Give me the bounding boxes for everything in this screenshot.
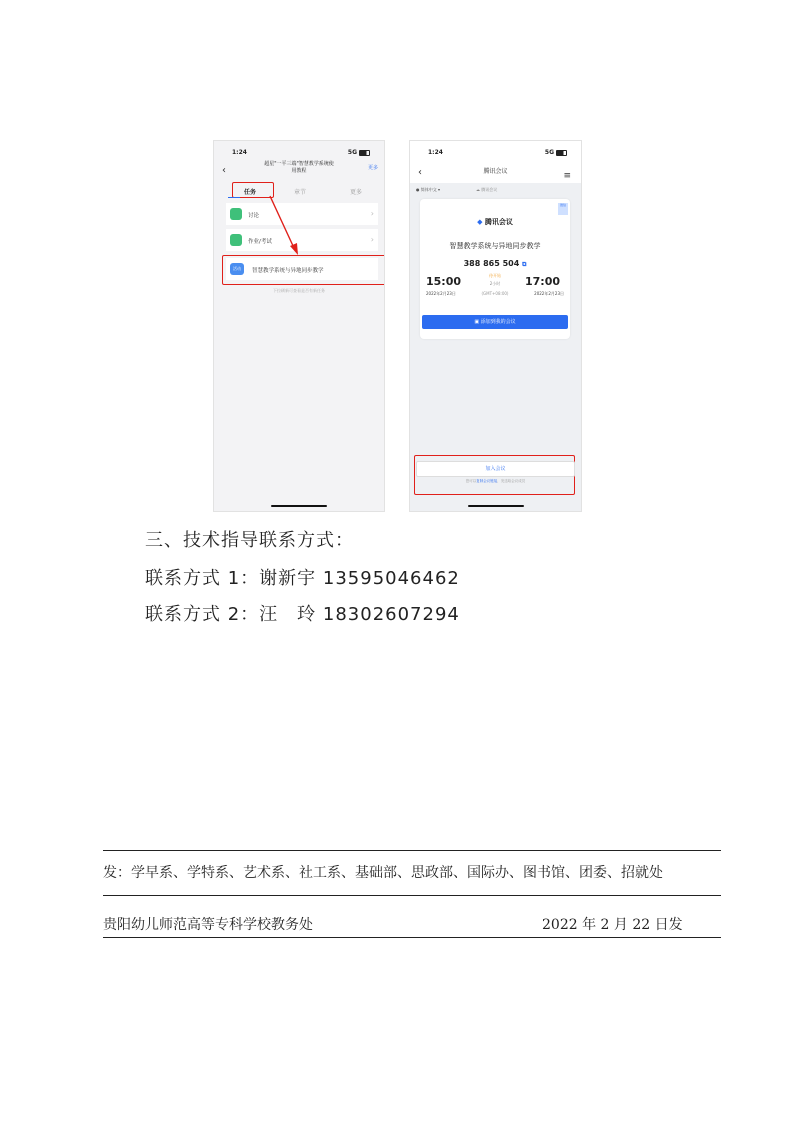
corner-tag: 微信: [558, 203, 568, 215]
status-bar: [214, 149, 384, 159]
nav-title: 腾讯会议: [483, 168, 508, 175]
list-item-label: 讨论: [248, 213, 260, 219]
add-to-my-meetings-button[interactable]: ▣ 添加到我的会议: [422, 315, 568, 329]
join-hint: 您可以复制会议链接，发送给会议成员: [465, 479, 526, 483]
status-bar: [410, 141, 581, 163]
tab-tasks[interactable]: 任务: [244, 189, 257, 196]
list-item-label: 作业/考试: [248, 239, 272, 245]
hamburger-menu-icon[interactable]: ≡: [563, 171, 571, 181]
signal-label: 5G: [347, 149, 357, 156]
meeting-title: 智慧教学系统与异地同步教学: [449, 242, 541, 250]
status-time: 1:24: [232, 149, 247, 156]
issuer: 贵阳幼儿师范高等专科学校教务处: [103, 917, 313, 933]
signal-label: 5G: [544, 149, 554, 156]
join-meeting-button[interactable]: 加入会议: [416, 461, 575, 477]
nav-bar: [214, 161, 384, 183]
home-indicator: [271, 505, 327, 507]
left-phone-screenshot: [213, 140, 385, 512]
chevron-right-icon: ›: [370, 209, 374, 218]
back-arrow-icon[interactable]: ‹: [418, 167, 422, 178]
tab-chapters[interactable]: 章节: [294, 189, 307, 196]
end-date: 2022年2月23日: [534, 291, 564, 296]
nav-title-line1: 超星"一平三端"智慧教学系统使: [264, 161, 334, 167]
copy-icon[interactable]: ⧉: [522, 261, 527, 268]
list-item-label: 智慧教学系统与异地同步教学: [252, 268, 324, 274]
chat-bubble-icon: [230, 208, 242, 220]
battery-icon: [556, 150, 567, 156]
home-indicator: [468, 505, 524, 507]
chevron-right-icon: ›: [370, 235, 374, 244]
section-heading: 三、技术指导联系方式：: [145, 530, 354, 551]
red-arrow-icon: [264, 194, 304, 260]
right-phone-screenshot: [409, 140, 582, 512]
end-time: 17:00: [524, 275, 560, 288]
timezone: (GMT+08:00): [481, 291, 509, 296]
footer-rule-top: [103, 850, 721, 851]
tab-more[interactable]: 更多: [350, 189, 363, 196]
activity-badge: 活动: [230, 263, 244, 275]
document-icon: [230, 234, 242, 246]
back-arrow-icon[interactable]: ‹: [222, 165, 226, 176]
status-tag: 待开始: [489, 273, 501, 278]
footer-rule-middle: [103, 895, 721, 896]
meeting-id: 388 865 504: [463, 259, 520, 268]
logo: ◆ 腾讯会议: [477, 218, 513, 226]
nav-more-link[interactable]: 更多: [367, 165, 378, 171]
start-date: 2022年2月23日: [426, 291, 456, 296]
refresh-hint: 下拉刷新可查看是否有新任务: [273, 288, 325, 293]
meeting-card: [420, 199, 570, 339]
footer-rule-bottom: [103, 937, 721, 938]
issue-date: 2022 年 2 月 22 日发: [542, 917, 683, 933]
distribution-line: 发：学早系、学特系、艺术系、社工系、基础部、思政部、国际办、图书馆、团委、招就处: [103, 865, 663, 881]
duration: 2小时: [489, 281, 501, 286]
start-time: 15:00: [426, 275, 462, 288]
language-selector[interactable]: ● 简体中文 ▾: [416, 187, 441, 192]
battery-icon: [359, 150, 370, 156]
meeting-id-row: [420, 259, 570, 269]
tencent-meeting-logo-icon: ◆: [477, 218, 483, 226]
contact-line-2: 联系方式 2：汪 玲 18302607294: [145, 604, 460, 625]
status-time: 1:24: [428, 149, 443, 156]
tab-underline: [228, 197, 240, 198]
nav-bar: [410, 163, 581, 183]
contact-line-1: 联系方式 1：谢新宇 13595046462: [145, 568, 460, 589]
copy-link[interactable]: 复制会议链接: [476, 479, 498, 483]
brand-small: ☁ 腾讯会议: [476, 187, 498, 192]
nav-title-line2: 用教程: [291, 168, 307, 174]
